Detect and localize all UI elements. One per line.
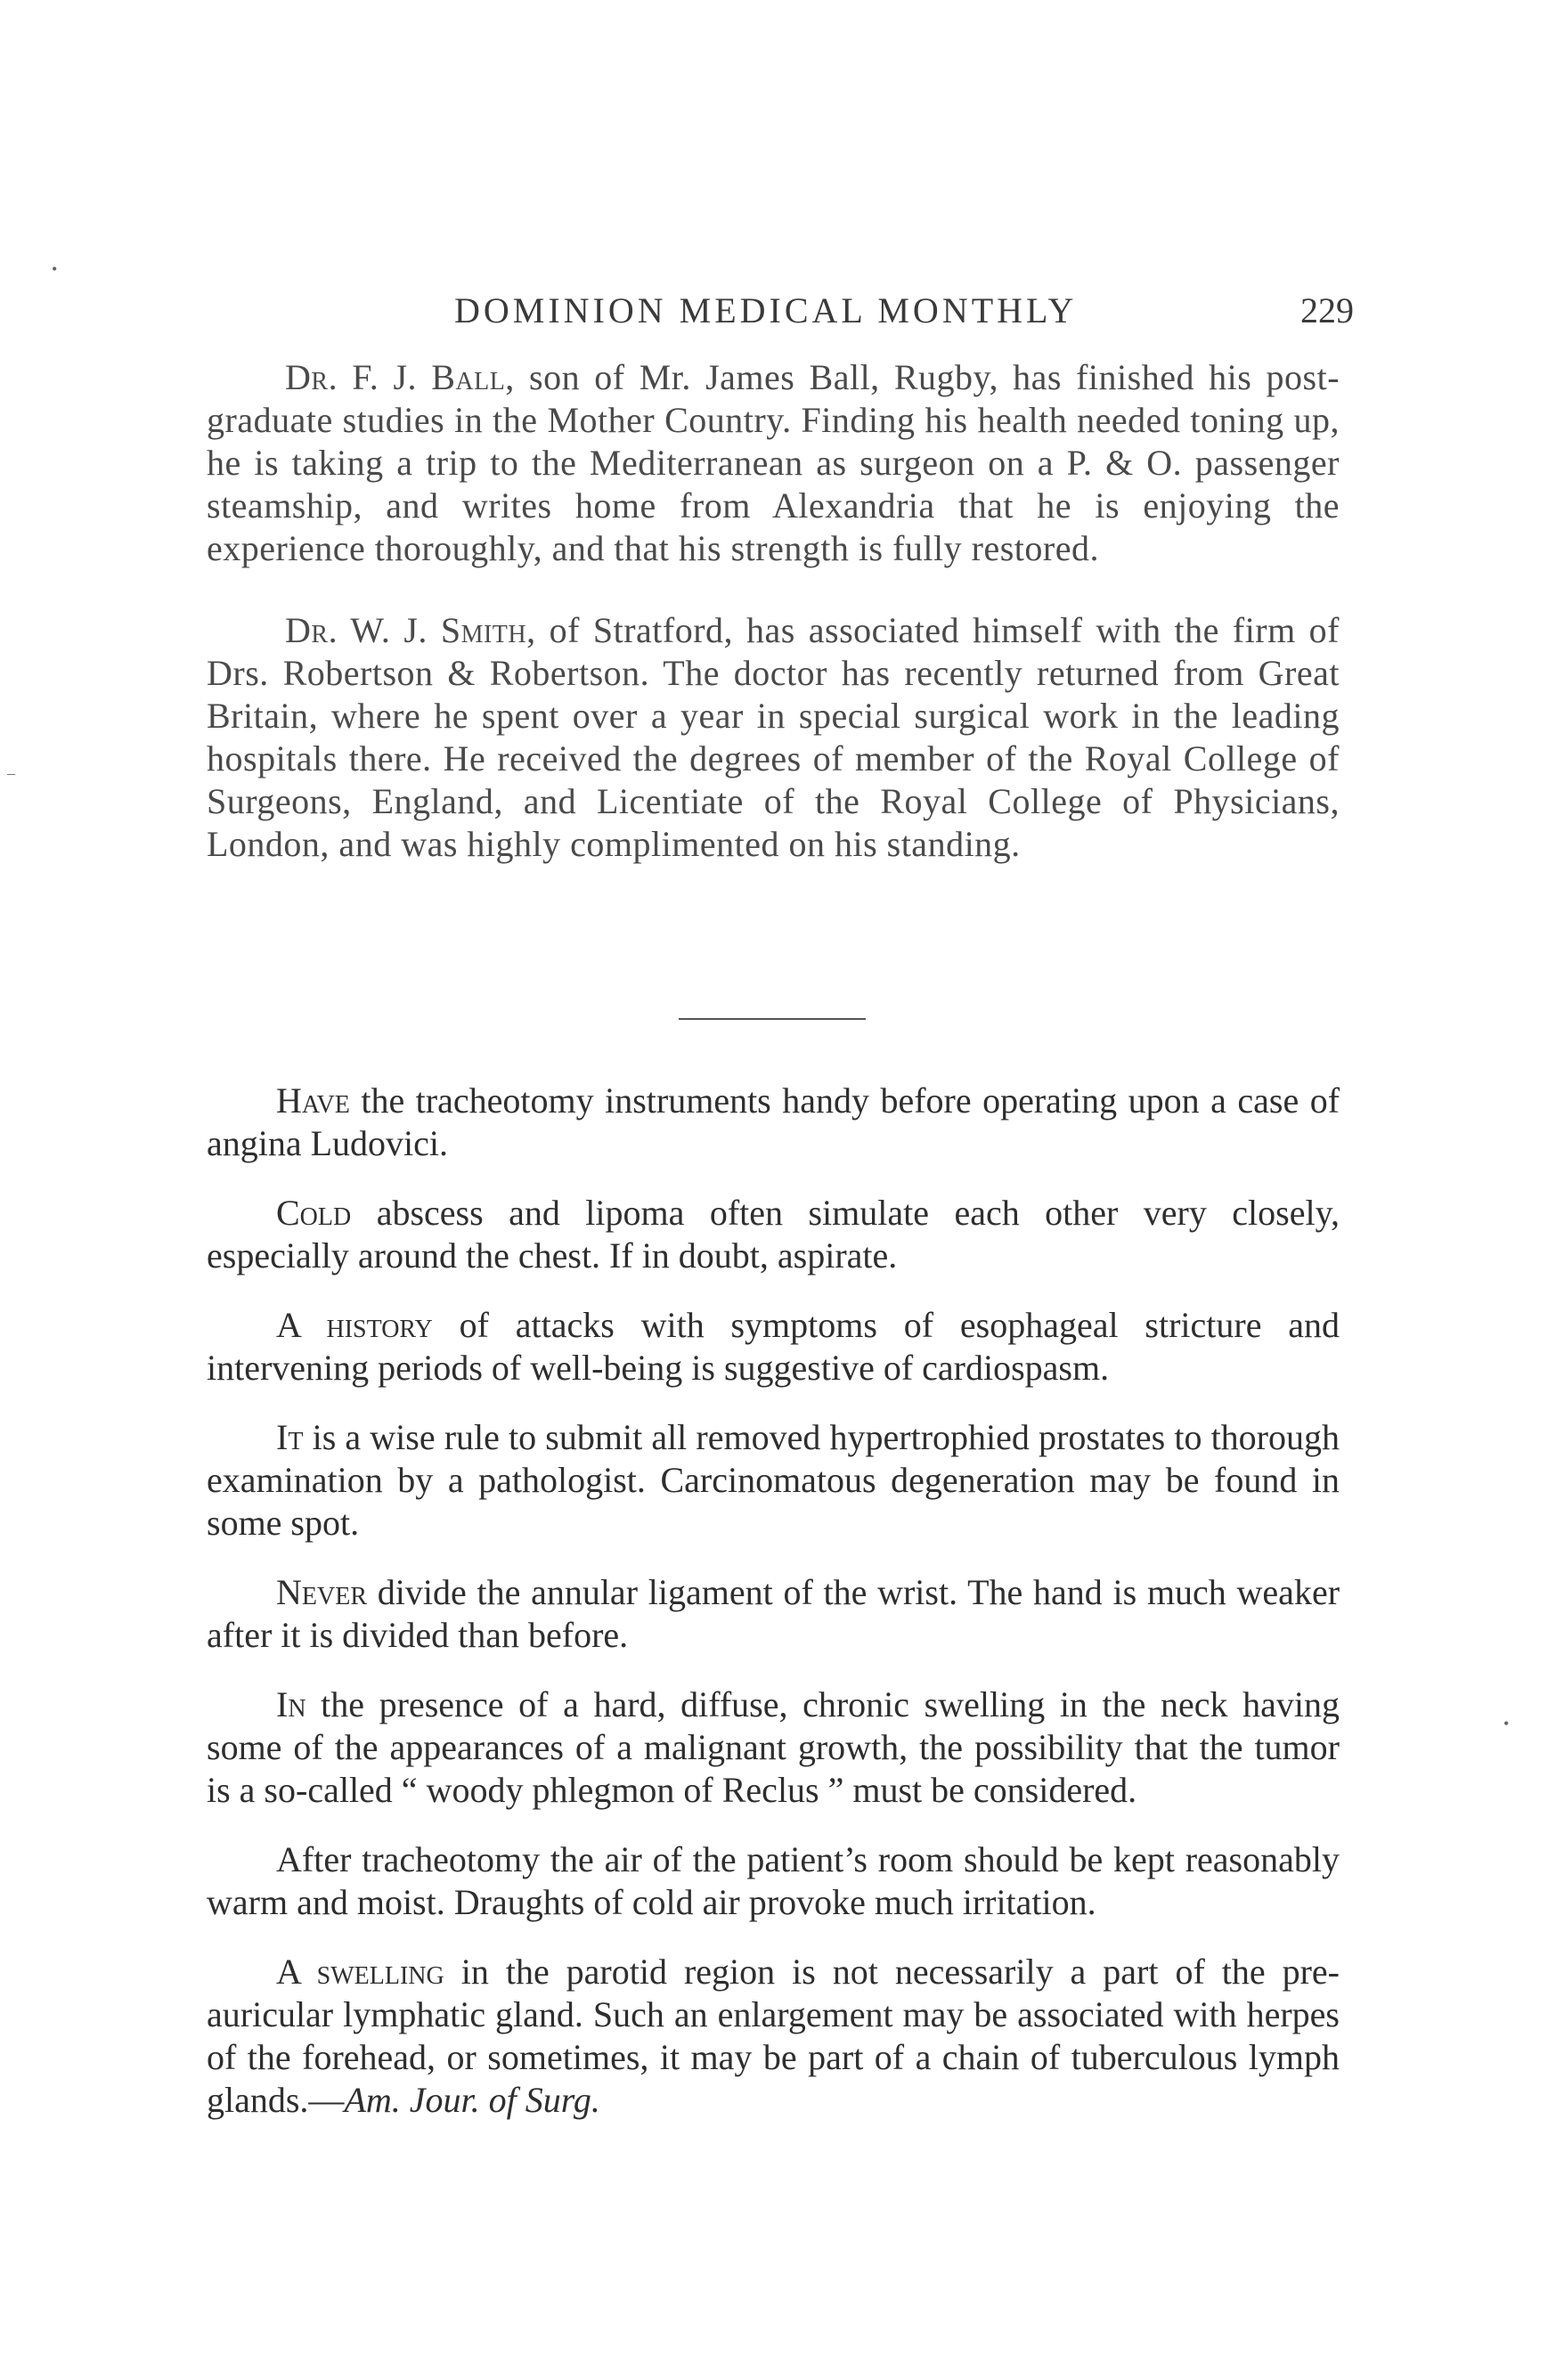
note-lead: A swelling [276, 1952, 444, 1992]
note-item [207, 1951, 1340, 2122]
note-text: of attacks with symptoms of esophageal stricture and intervening periods of well-being is suggestive of cardiospasm. [207, 1305, 1340, 1388]
scan-speck: • [52, 260, 58, 278]
news-lead: Dr. F. J. Ball, [285, 357, 515, 397]
news-text: of Stratford, has associated himself with the firm of Drs. Robertson & Robertson. The doctor has recently returned from Great Britain, where he spent over a year in special surgical work in the leading hospitals there. He received the degrees of member of the Royal College of Surgeons, England, and Licentiate of the Royal College of Physicians, London, and was highly complimented on his standing. [207, 610, 1340, 864]
news-item [207, 609, 1340, 866]
note-lead: In [276, 1684, 306, 1724]
note-source: Am. Jour. of Surg. [344, 2080, 600, 2120]
note-text: in the parotid region is not necessarily a part of the pre-auricular lymphatic gland. Such an enlargement may be associated with herpes of the forehead, or sometimes, it may be part of a chain of tuberculous lymph glands.— [207, 1952, 1340, 2120]
clinical-notes-section [207, 1080, 1340, 2148]
note-item [207, 1416, 1340, 1545]
section-divider [679, 1018, 866, 1020]
scan-mark: – [7, 764, 15, 782]
journal-title: DOMINION MEDICAL MONTHLY [454, 290, 1078, 330]
note-item [207, 1080, 1340, 1165]
note-item [207, 1838, 1340, 1924]
note-text: abscess and lipoma often simulate each other very closely, especially around the chest. If in doubt, aspirate. [207, 1193, 1340, 1276]
note-lead: Cold [276, 1193, 352, 1233]
news-section [207, 356, 1340, 905]
scan-speck: • [1503, 1715, 1510, 1732]
note-text: divide the annular ligament of the wrist. The hand is much weaker after it is divided than before. [207, 1572, 1340, 1655]
note-lead: It [276, 1417, 304, 1457]
note-text: is a wise rule to submit all removed hypertrophied prostates to thorough examination by a pathologist. Carcinomatous degeneration may be found in some spot. [207, 1417, 1340, 1543]
note-item [207, 1571, 1340, 1657]
note-text: After tracheotomy the air of the patient’s room should be kept reasonably warm and moist. Draughts of cold air provoke much irritation. [207, 1839, 1340, 1922]
note-text: the tracheotomy instruments handy before operating upon a case of angina Ludovici. [207, 1080, 1340, 1163]
news-item [207, 356, 1340, 570]
note-lead: Never [276, 1572, 367, 1612]
note-item [207, 1304, 1340, 1390]
news-text: son of Mr. James Ball, Rugby, has finished his post-graduate studies in the Mother Country. Finding his health needed toning up, he is taking a trip to the Mediterranean as surgeon on a P. & O. passenger steamship, and writes home from Alexandria that he is enjoying the experience thoroughly, and that his strength is fully restored. [207, 357, 1340, 568]
note-item [207, 1683, 1340, 1812]
note-item [207, 1192, 1340, 1277]
note-lead: A history [276, 1305, 433, 1345]
news-lead: Dr. W. J. Smith, [285, 610, 536, 650]
running-head [205, 289, 1354, 334]
note-lead: Have [276, 1080, 350, 1121]
note-text: the presence of a hard, diffuse, chronic swelling in the neck having some of the appearances of a malignant growth, the possibility that the tumor is a so-called “ woody phlegmon of Reclus ” must be considered. [207, 1684, 1340, 1810]
page-number: 229 [1300, 290, 1354, 330]
